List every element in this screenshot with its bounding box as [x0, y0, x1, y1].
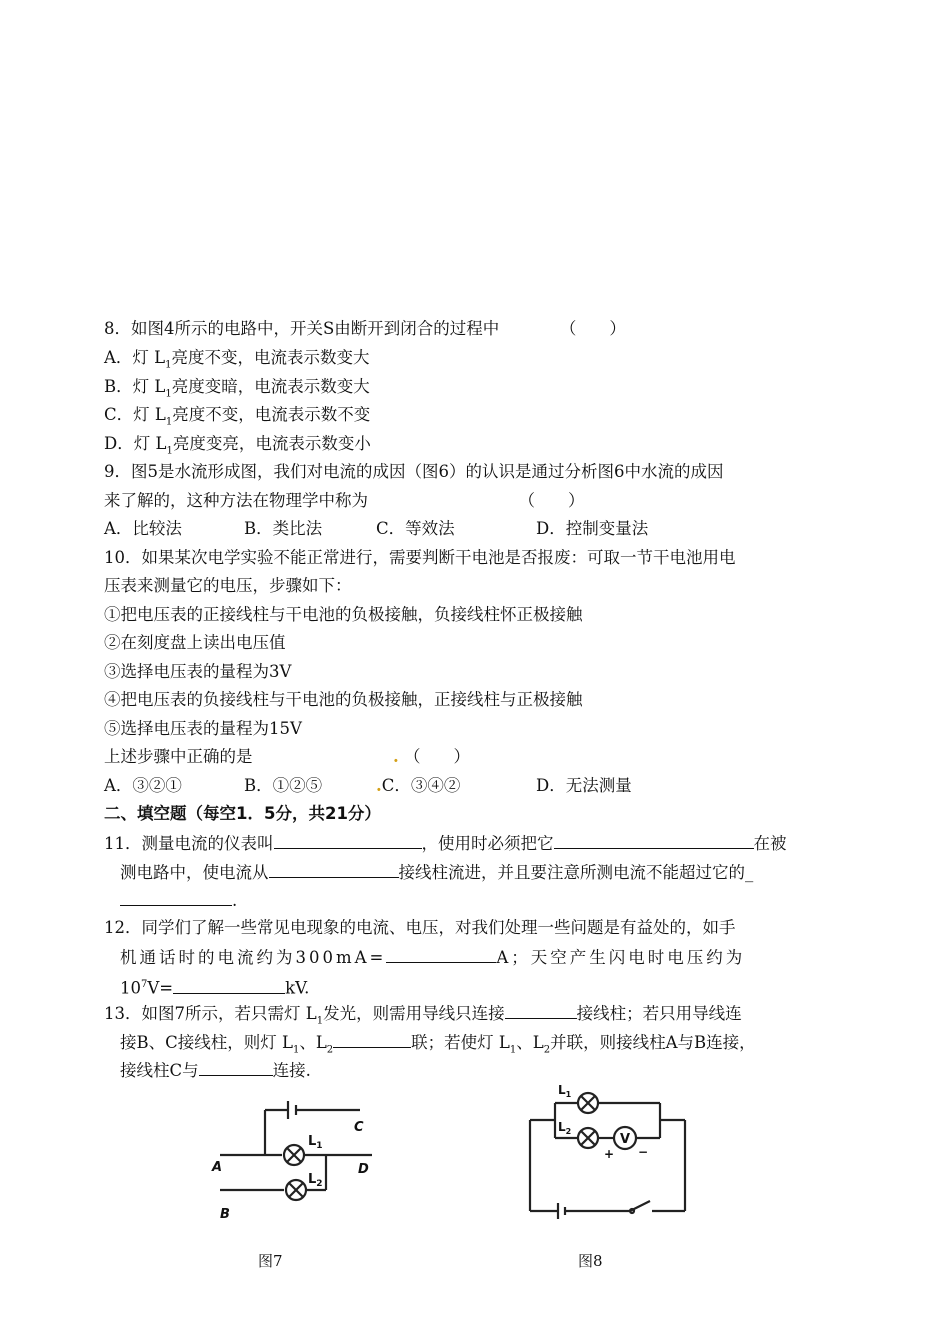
- q12-line3: $10^7V=$ kV.: [120, 978, 310, 998]
- figure-8-caption: 图8: [578, 1252, 603, 1270]
- q12-blank-2[interactable]: [173, 977, 285, 994]
- q9-option-c: C．等效法: [376, 519, 455, 538]
- q11-blank-2[interactable]: [554, 832, 754, 849]
- q13-blank-1[interactable]: [505, 1002, 577, 1019]
- q10-options: [104, 775, 632, 797]
- q12-blank-1[interactable]: [386, 946, 496, 963]
- q8-answer-paren: （ ）: [559, 319, 626, 338]
- q10-step-3: ③选择电压表的量程为3V: [104, 662, 292, 681]
- fig7-label-a: A: [212, 1160, 223, 1175]
- voltmeter-plus: +: [604, 1147, 615, 1161]
- q12-line2: 机通话时的电流约为300mA= A；天空产生闪电时电压约为: [120, 948, 746, 967]
- q10-step-2: ②在刻度盘上读出电压值: [104, 633, 286, 652]
- q11-line2: 测电路中，使电流从 接线柱流进，并且要注意所测电流不能超过它的_: [120, 863, 754, 882]
- q8-stem-text: 8．如图4所示的电路中，开关S由断开到闭合的过程中: [104, 319, 500, 338]
- q11-blank-3[interactable]: [269, 861, 399, 878]
- figure-8-circuit: [520, 1078, 695, 1223]
- voltmeter-label: V: [620, 1132, 631, 1147]
- q9-option-d: D．控制变量法: [536, 519, 649, 538]
- q8-option-a: A．灯 $L_1$亮度不变，电流表示数变大: [104, 348, 370, 371]
- q12-line1: 12．同学们了解一些常见电现象的电流、电压，对我们处理一些问题是有益处的，如手: [104, 918, 736, 937]
- q11-blank-1[interactable]: [274, 832, 422, 849]
- q11-blank-4[interactable]: [120, 889, 232, 906]
- q10-option-c: .C．③④②: [376, 776, 461, 795]
- q8-option-c: C．灯 $L_1$亮度不变，电流表示数不变: [104, 405, 371, 428]
- q13-blank-3[interactable]: [199, 1059, 273, 1076]
- svg-text:L1: $L_1$: [308, 1134, 323, 1151]
- q10-option-a: A．③②①: [104, 776, 182, 795]
- q13-blank-2[interactable]: [333, 1031, 411, 1048]
- q8-option-d: D．灯 $L_1$亮度变亮，电流表示数变小: [104, 434, 371, 457]
- q9-option-a: A．比较法: [104, 519, 182, 538]
- voltmeter-minus: −: [638, 1145, 649, 1159]
- q9-answer-paren: （ ）: [518, 491, 585, 510]
- q10-line2: 压表来测量它的电压，步骤如下：: [104, 576, 352, 595]
- q10-step-1: ①把电压表的正接线柱与干电池的负极接触，负接线柱怀正极接触: [104, 605, 583, 624]
- q11-line3: .: [120, 889, 237, 912]
- figure-7-caption: 图7: [258, 1252, 283, 1270]
- q8-option-b: B．灯 $L_1$亮度变暗，电流表示数变大: [104, 377, 370, 400]
- fig7-label-c: C: [354, 1120, 364, 1135]
- section-2-heading: 二、填空题（每空1．5分，共21分）: [104, 804, 381, 823]
- q9-line2: 来了解的，这种方法在物理学中称为 （ ）: [104, 491, 585, 510]
- q11-line1: 11．测量电流的仪表叫 ，使用时必须把它 在被: [104, 834, 787, 853]
- q8-stem: [104, 318, 626, 340]
- q10-answer-paren: （ ）: [404, 747, 470, 766]
- q13-line3: 接线柱C与 连接.: [120, 1061, 311, 1080]
- q10-step-5: ⑤选择电压表的量程为15V: [104, 719, 302, 738]
- q9-option-b: B．类比法: [244, 519, 323, 538]
- fig7-label-b: B: [220, 1207, 230, 1222]
- q13-line1: 13．如图7所示，若只需灯 $L_1$发光，则需用导线只连接 接线柱；若只用导线连: [104, 1004, 742, 1027]
- q9-line1: 9．图5是水流形成图，我们对电流的成因（图6）的认识是通过分析图6中水流的成因: [104, 462, 724, 481]
- q9-options: [104, 518, 648, 540]
- q10-ask: 上述步骤中正确的是 . （ ）: [104, 747, 470, 766]
- fig7-label-d: D: [358, 1162, 369, 1177]
- q10-line1: 10．如果某次电学实验不能正常进行，需要判断干电池是否报废：可取一节干电池用电: [104, 548, 736, 567]
- svg-text:L1: $L_1$: [558, 1083, 572, 1099]
- q10-option-d: D．无法测量: [536, 776, 632, 795]
- q13-line2: 接B、C接线柱，则灯 $L_1$、$L_2$ 联；若使灯 $L_1$、$L_2$并联，则接线柱A与B连接，: [120, 1033, 756, 1056]
- q10-step-4: ④把电压表的负接线柱与干电池的负极接触，正接线柱与正极接触: [104, 690, 583, 709]
- svg-text:L2: $L_2$: [308, 1172, 323, 1189]
- figure-7-circuit: [200, 1095, 400, 1225]
- svg-text:L2: $L_2$: [558, 1120, 572, 1136]
- q10-option-b: B．①②⑤: [244, 776, 323, 795]
